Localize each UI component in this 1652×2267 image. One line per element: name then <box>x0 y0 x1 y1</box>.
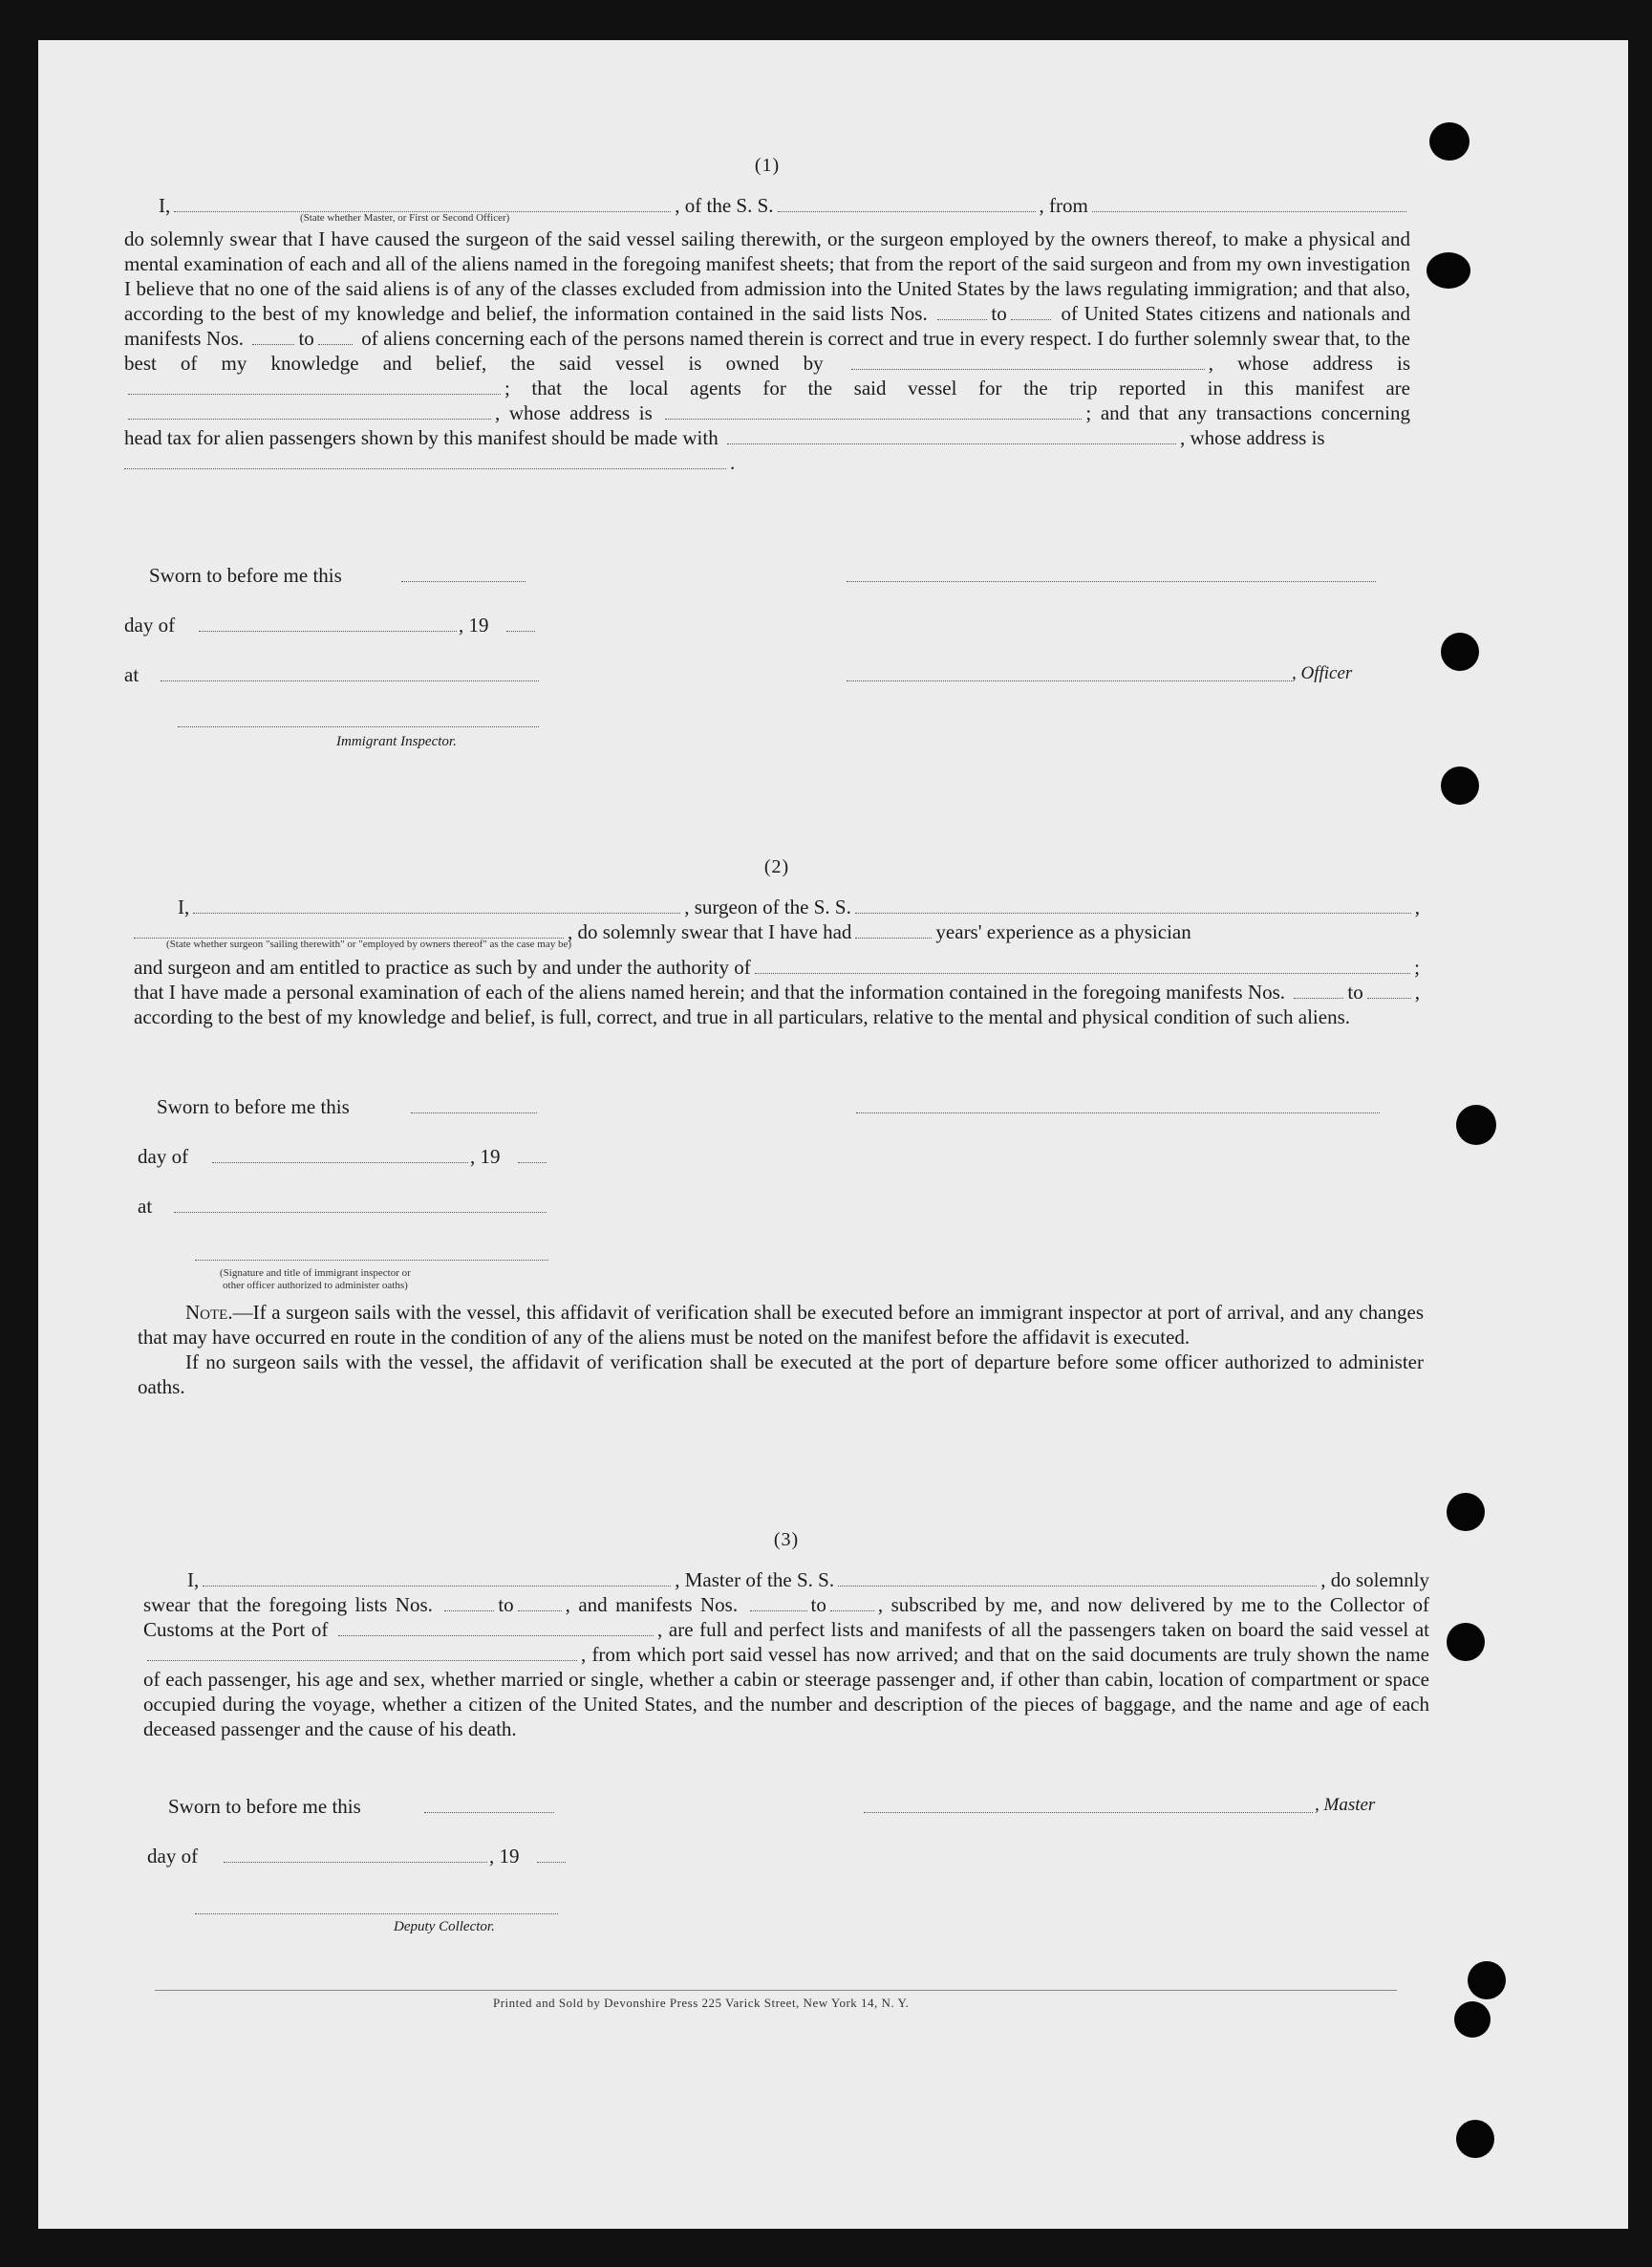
punch-hole <box>1427 252 1470 289</box>
year-label: , 19 <box>470 1145 501 1168</box>
vessel-name-field[interactable] <box>778 194 1036 212</box>
month-field[interactable] <box>212 1162 468 1163</box>
head-tax-contact-field[interactable] <box>727 426 1176 444</box>
section-heading: (1) <box>754 155 781 176</box>
manifests-from-field[interactable] <box>750 1593 807 1611</box>
footer-rule <box>155 1990 1397 1991</box>
address-line: . <box>124 450 1410 475</box>
section-heading: (3) <box>773 1529 800 1550</box>
section-heading: (2) <box>763 856 790 877</box>
caption-line: (Signature and title of immigrant inspector or <box>220 1267 411 1279</box>
authority-field[interactable] <box>755 956 1410 974</box>
day-of-label: day of <box>124 614 176 637</box>
official-signature-field[interactable] <box>195 1260 548 1261</box>
sworn-date-field[interactable] <box>401 581 526 582</box>
place-field[interactable] <box>174 1212 547 1213</box>
to-label: to <box>810 1593 826 1616</box>
to-label: to <box>298 327 314 350</box>
deputy-caption: Deputy Collector. <box>394 1919 495 1934</box>
surgeon-name-field[interactable] <box>193 896 680 914</box>
owner-address-field[interactable] <box>128 377 501 395</box>
to-label: to <box>498 1593 514 1616</box>
note-text-2: If no surgeon sails with the vessel, the affidavit of verification shall be executed at the port of departure before some officer authorized to administer oaths. <box>138 1350 1424 1398</box>
swear-text: swear that the foregoing lists Nos. <box>143 1593 433 1616</box>
master-name-field[interactable] <box>203 1568 671 1587</box>
sworn-label: Sworn to before me this <box>149 564 342 587</box>
punch-hole <box>1456 2120 1494 2158</box>
manifests-to-field[interactable] <box>318 327 353 345</box>
full-text: , are full and perfect lists and <box>657 1618 899 1641</box>
head-tax-text: ; and that any transactions concerning head tax for alien passengers shown by this manifest should be made with <box>124 401 1411 449</box>
aliens-text: of aliens concerning each of the persons named therein is correct and true in every respect. I do further solemnly swear that, to the best of my knowledge and belief, the said vessel is owned by <box>124 327 1411 375</box>
oath-text: do solemnly swear that I have caused the surgeon of the said vessel sailing therewith, or the surgeon employed by the owners thereof, to make a physical and mental examination of each and all of the aliens named in the foregoing manifest sheets; that from the report of the said surgeon and from my own investigation I believe that no one of the said aliens is of any of the classes excluded from admission into the United States by the laws regulating immigration; and that also, according to the best of my knowledge and belief, the information contained in the said lists Nos. <box>124 227 1410 325</box>
from-port-field[interactable] <box>1092 194 1406 212</box>
surgeon-status-field[interactable] <box>134 920 564 939</box>
owner-field[interactable] <box>851 352 1205 370</box>
manifests2-text: manifests of all the passengers taken on board the said vessel at <box>905 1618 1430 1641</box>
manifests-from-field[interactable] <box>1294 981 1343 999</box>
do-solemnly-label: , do solemnly <box>1320 1568 1429 1591</box>
authority-line: and surgeon and am entitled to practice as such by and under the authority of ; <box>134 956 1420 979</box>
punch-hole <box>1447 1623 1485 1661</box>
at-label: at <box>124 663 139 686</box>
punch-hole <box>1468 1961 1506 1999</box>
master-line <box>143 1567 1429 1592</box>
sworn-date-field[interactable] <box>411 1112 537 1113</box>
officer-caption: , Officer <box>1292 663 1353 683</box>
subscribed-text: , subscribed by me, and now <box>877 1593 1123 1616</box>
manifest-back-sheet <box>38 40 1628 2229</box>
note-block <box>138 1300 1424 1399</box>
month-field[interactable] <box>199 631 457 632</box>
delivered-text: delivered by me to the Collector of Customs at the Port of <box>143 1593 1429 1641</box>
year-field[interactable] <box>518 1162 547 1163</box>
citizens-text: of United States citizens and nationals and manifests Nos. <box>124 302 1411 350</box>
master-signature-field[interactable] <box>864 1812 1313 1813</box>
master-caption: , Master <box>1315 1795 1376 1815</box>
lists-from-field[interactable] <box>937 302 987 320</box>
signature-caption <box>220 1267 411 1292</box>
surgeon-signature-field[interactable] <box>856 1112 1380 1113</box>
manifests-to-field[interactable] <box>830 1593 874 1611</box>
day-of-label: day of <box>138 1145 189 1168</box>
printer-imprint: Printed and Sold by Devonshire Press 225 Varick Street, New York 14, N. Y. <box>493 1996 910 2010</box>
agents-address-field[interactable] <box>665 401 1082 420</box>
vessel-name-field[interactable] <box>838 1568 1317 1587</box>
whose-address-label: , whose address is <box>1208 352 1411 375</box>
punch-hole <box>1456 1105 1496 1145</box>
caption-line: other officer authorized to administer oaths) <box>223 1280 408 1291</box>
surgeon-of-label: , surgeon of the S. S. <box>684 896 851 918</box>
lists-from-field[interactable] <box>444 1593 494 1611</box>
to-label: to <box>1347 981 1363 1004</box>
year-label: , 19 <box>489 1845 520 1868</box>
whose-address-label: whose address is <box>508 401 653 424</box>
inspector-signature-field[interactable] <box>178 726 539 727</box>
note-text: —If a surgeon sails with the vessel, this affidavit of verification shall be executed before an immigrant inspector at port of arrival, and any changes that may have occurred en route in the condition of any of the aliens must be noted on the manifest before the affidavit is executed. <box>138 1301 1424 1349</box>
inspector-caption: Immigrant Inspector. <box>336 734 457 749</box>
correctness-text: , according to the best of my knowledge and belief, is full, correct, and true in all particulars, relative to the mental and physical condition of such aliens. <box>134 981 1420 1028</box>
authority-label: and surgeon and am entitled to practice as such by and under the authority of <box>134 956 751 979</box>
note-label: Note. <box>185 1301 233 1324</box>
surgeon-line: I, , surgeon of the S. S. , <box>178 896 1420 918</box>
sworn-date-field[interactable] <box>424 1812 554 1813</box>
lists-to-field[interactable] <box>518 1593 562 1611</box>
years-field[interactable] <box>855 920 932 939</box>
departure-port-field[interactable] <box>147 1643 577 1661</box>
surgeon-status-note: (State whether surgeon "sailing therewith" or "employed by owners thereof" as the case may be) <box>166 939 572 950</box>
year-field[interactable] <box>537 1862 566 1863</box>
affidavit-surgeon <box>134 854 1420 1029</box>
officer-signature-field[interactable] <box>847 581 1376 582</box>
vessel-name-field[interactable] <box>855 896 1411 914</box>
do-swear-label: , do solemnly swear that I have had <box>568 920 852 943</box>
punch-hole <box>1441 633 1479 671</box>
i-label: I, <box>159 194 171 217</box>
officer-title-field[interactable] <box>847 680 1292 681</box>
arrival-text: port said vessel has now arrived; and that on the said documents are truly shown the name of each passenger, his age and sex, whether married or single, whether a cabin or steerage passenger and, if other than cabin, location of compartment or space occupied during the voyage, whether a citizen of the United States, and the number and description of the pieces of baggage, and the name and age of each deceased passenger and the cause of his death. <box>143 1643 1429 1740</box>
manifests-to-field[interactable] <box>1367 981 1411 999</box>
year-label: , 19 <box>459 614 489 637</box>
officer-rank-note: (State whether Master, or First or Second Officer) <box>300 212 510 224</box>
years-label: years' experience as a physician <box>935 920 1191 943</box>
agents-field[interactable] <box>128 401 491 420</box>
day-of-label: day of <box>147 1845 199 1868</box>
affidavit-master-arrival <box>143 1527 1429 1741</box>
place-field[interactable] <box>161 680 539 681</box>
punch-hole <box>1454 2001 1491 2038</box>
examination-text: that I have made a personal examination of each of the aliens named herein; and that the information contained in the foregoing manifests Nos. <box>134 981 1286 1004</box>
i-label: I, <box>187 1568 200 1591</box>
agents-text: that the local agents for the said vessel for the trip reported in this manifest are <box>531 377 1410 399</box>
lists-to-field[interactable] <box>1011 302 1051 320</box>
punch-hole <box>1447 1493 1485 1531</box>
officer-name-field[interactable] <box>174 194 671 212</box>
of-ss-label: , of the S. S. <box>675 194 774 217</box>
from-label: , from <box>1039 194 1088 217</box>
sworn-label: Sworn to before me this <box>168 1795 361 1818</box>
master-of-label: , Master of the S. S. <box>675 1568 835 1591</box>
from-which-text: , from which <box>581 1643 686 1666</box>
punch-hole <box>1429 122 1470 161</box>
affidavit-master: (1) I, , of the S. S. , from (State whether Master, or First or Second Officer) do solemnly swear that I have caused the surgeon of the said vessel sailing therewith, or the surgeon employed by the owners thereof, to make a physical and mental examination of each and all of the aliens named in the foregoing manifest sheets; that from the report of the said surgeon and from my own investigation I believe that no one of the said aliens is of any of the classes excluded from admission into the United States by the laws regulating immigration; and that also, according to the best of my knowledge and belief, the information contained in the said lists Nos. to of United States citizens and nationals and manifests Nos. to of aliens concerning each of the persons named therein is correct and true in every respect. I do further solemnly swear that, to the best of my knowledge and belief, the said vessel is owned by , whose address is ; that the local agents for the said vessel for the trip reported in this manifest are , whose address is ; and that any transactions concerning head tax for alien passengers shown by this manifest should be made with , whose address is . <box>124 155 1411 474</box>
whose-address-label: , whose address is <box>1179 426 1325 449</box>
punch-hole <box>1441 766 1479 805</box>
sworn-label: Sworn to before me this <box>157 1095 350 1118</box>
manifests-label: , and manifests Nos. <box>565 1593 739 1616</box>
collector-signature-field[interactable] <box>195 1913 558 1914</box>
year-field[interactable] <box>506 631 535 632</box>
port-field[interactable] <box>338 1618 654 1636</box>
manifests-from-field[interactable] <box>252 327 294 345</box>
to-label: to <box>991 302 1007 325</box>
at-label: at <box>138 1195 153 1218</box>
head-tax-address-field[interactable] <box>124 451 726 469</box>
i-label: I, <box>178 896 190 918</box>
month-field[interactable] <box>224 1862 487 1863</box>
